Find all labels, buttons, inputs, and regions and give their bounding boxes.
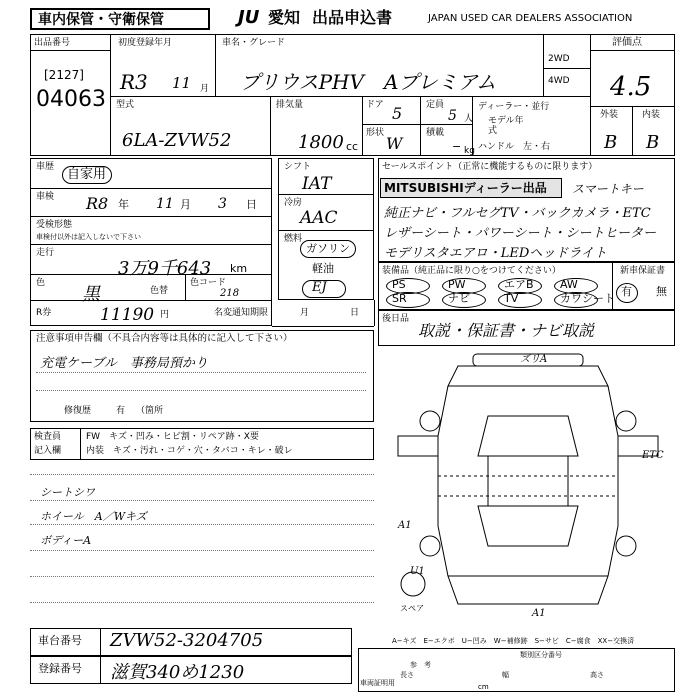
fuel-label: 燃料 [284, 234, 303, 244]
height-label: 高さ [590, 671, 604, 679]
color-code-label: 色コード [190, 278, 227, 288]
selling-point-2: 純正ナビ・フルセグTV・バックカメラ・ETC [384, 206, 651, 221]
ac-label: 冷房 [284, 198, 303, 208]
inspection-day-unit: 日 [246, 198, 257, 211]
registration-month: 11 [172, 74, 192, 92]
equipment-item: カワシート [560, 292, 615, 305]
doors-label: ドア [366, 100, 384, 110]
car-name-value: プリウスPHV Aプレミアム [240, 70, 497, 94]
chassis-label: 車台番号 [38, 634, 82, 647]
spare-label: スペア [400, 604, 424, 613]
drive-2wd: 2WD [548, 54, 570, 64]
length-label: 長さ [400, 671, 414, 679]
interior-label: 内装 [642, 110, 661, 120]
inspector-comment-1: シートシワ [40, 486, 95, 499]
attached-value: 取説・保証書・ナビ取説 [418, 321, 595, 340]
plate-value: 滋賀340め1230 [110, 662, 245, 683]
cm-label: cm [478, 683, 489, 691]
inspection-day: 3 [218, 196, 227, 212]
color-code-value: 218 [220, 288, 240, 299]
score-label: 評価点 [612, 37, 642, 48]
fuel-other: EJ [312, 280, 327, 295]
inspection-month: 11 [156, 196, 174, 212]
inspection-label: 車検 [36, 192, 55, 202]
repair-value: 有 [116, 406, 126, 416]
title-deadline-day: 日 [350, 308, 360, 318]
attached-label: 後日品 [382, 314, 410, 324]
capacity-label: 定員 [426, 100, 445, 110]
load-value: − [452, 140, 462, 153]
lot-code: [2127] [44, 68, 84, 82]
inspector-comment-3: ボディーA [40, 534, 92, 547]
diagram-mark-top: ズリA [520, 354, 548, 365]
recycle-label: R券 [36, 308, 52, 318]
model-year-label: モデル年式 [488, 116, 524, 136]
equipment-item-circle [442, 292, 486, 308]
brand-name: 愛知 [268, 8, 301, 27]
equipment-item: ナビ [448, 292, 470, 305]
warranty-yes: 有 [621, 285, 632, 298]
selling-point-4: モデリスタエアロ・LEDヘッドライト [384, 246, 607, 261]
acceptance-label: 受検形態 [36, 220, 73, 230]
recycle-unit: 円 [160, 310, 170, 320]
fuel-diesel: 軽油 [312, 262, 334, 275]
vehicle-cert-label: 車両証明用 [360, 679, 395, 687]
notes-value: 充電ケーブル 事務局預かり [40, 356, 208, 371]
equipment-item: PW [448, 278, 466, 291]
handle-label: ハンドル 左・右 [478, 142, 551, 152]
capacity-unit: 人 [464, 114, 474, 124]
ac-value: AAC [300, 208, 338, 228]
displacement-unit: cc [346, 140, 359, 153]
selling-point-1: スマートキー [572, 182, 644, 196]
registration-label: 初度登録年月 [118, 38, 173, 48]
history-value: 自家用 [67, 167, 107, 182]
displacement-value: 1800 [298, 132, 344, 153]
registration-month-unit: 月 [200, 84, 210, 94]
reference-2: 類別区分番号 [520, 651, 562, 659]
exterior-score: B [604, 132, 618, 153]
displacement-label: 排気量 [276, 100, 304, 110]
association-name: JAPAN USED CAR DEALERS ASSOCIATION [428, 13, 633, 24]
warranty-label: 新車保証書 [620, 266, 666, 276]
history-label: 車歴 [36, 162, 55, 172]
equipment-item: PS [392, 278, 406, 291]
inspector-comment-2: ホイール A／Wキズ [40, 510, 147, 523]
interior-score: B [646, 132, 660, 153]
registration-era-year: R3 [120, 70, 148, 94]
damage-legend: A−キズ E−エクボ U−凹み W−補修跡 S−サビ C−腐食 XX−交換済 [392, 637, 635, 645]
inspector-label-1: 検査員 [34, 432, 62, 442]
mileage-label: 走行 [36, 248, 55, 258]
equipment-item-circle [554, 292, 598, 308]
equipment-label: 装備品（純正品に限り○をつけてください） [382, 266, 561, 276]
diagram-mark-u1: U1 [410, 566, 425, 577]
diagram-mark-left: A1 [398, 520, 412, 531]
color-label: 色 [36, 278, 46, 288]
color-value: 黒 [82, 284, 100, 305]
title-deadline-label: 名変通知期限 [214, 308, 269, 318]
selling-points-label: セールスポイント（正常に機能するものに限ります） [382, 162, 598, 172]
shape-value: W [386, 134, 403, 153]
lot-label: 出品番号 [34, 38, 71, 48]
acceptance-note: 車検付以外は記入しないで下さい [36, 233, 141, 241]
equipment-item: SR [392, 292, 407, 305]
inspector-fw-row: FW キズ・凹み・ヒビ割・リペア跡・X要 [86, 432, 259, 442]
mileage-value: 3万9千643 [118, 258, 212, 279]
width-label: 幅 [502, 671, 509, 679]
model-label: 型式 [116, 100, 135, 110]
exterior-label: 外装 [600, 110, 619, 120]
inspector-label-2: 記入欄 [34, 446, 62, 456]
shape-label: 形状 [366, 128, 385, 138]
drive-4wd: 4WD [548, 76, 570, 86]
car-damage-diagram [378, 346, 675, 618]
doors-value: 5 [392, 104, 403, 123]
plate-label: 登録番号 [38, 662, 82, 675]
car-name-label: 車名・グレード [222, 38, 286, 48]
dealer-badge: MITSUBISHIディーラー出品 [384, 181, 547, 195]
shift-label: シフト [284, 162, 312, 172]
warranty-no: 無 [656, 285, 667, 298]
equipment-item-circle [386, 292, 430, 308]
sheet-title: 出品申込書 [312, 8, 393, 27]
storage-note: 車内保管・守衛保管 [38, 12, 164, 28]
shift-value: IAT [302, 174, 332, 194]
inspection-era: R8 [86, 194, 109, 213]
selling-point-3: レザーシート・パワーシート・シートヒーター [384, 226, 656, 241]
equipment-item: AW [560, 278, 578, 291]
storage-note-box [30, 8, 210, 30]
notes-label: 注意事項申告欄（不具合内容等は具体的に記入して下さい） [36, 333, 293, 344]
title-deadline-month: 月 [300, 308, 310, 318]
inspection-year-unit: 年 [118, 198, 129, 211]
inspection-month-unit: 月 [180, 198, 191, 211]
repair-place: （箇所 [136, 406, 164, 416]
equipment-item: エアB [504, 278, 534, 291]
load-unit: kg [464, 146, 475, 156]
score-value: 4.5 [610, 72, 652, 102]
color-change-label: 色替 [150, 286, 169, 296]
dealer-parallel-label: ディーラー・並行 [478, 102, 550, 112]
equipment-item-circle [498, 292, 542, 308]
inspector-interior-row: 内装 キズ・汚れ・コゲ・穴・タバコ・キレ・破レ [86, 446, 293, 456]
chassis-value: ZVW52-3204705 [110, 630, 264, 651]
diagram-mark-bottom: A1 [532, 608, 546, 619]
capacity-value: 5 [448, 108, 457, 124]
recycle-value: 11190 [100, 305, 155, 325]
diagram-mark-etc: ETC [642, 450, 664, 461]
lot-number: 04063 [36, 87, 106, 112]
load-label: 積載 [426, 128, 445, 138]
model-value: 6LA-ZVW52 [122, 130, 232, 151]
mileage-unit: km [230, 262, 248, 275]
reference-1: 参 考 [410, 661, 431, 669]
repair-label: 修復歴 [64, 406, 92, 416]
fuel-gasoline: ガソリン [306, 242, 350, 255]
equipment-item: TV [504, 292, 519, 305]
ju-logo: JU [238, 7, 260, 28]
